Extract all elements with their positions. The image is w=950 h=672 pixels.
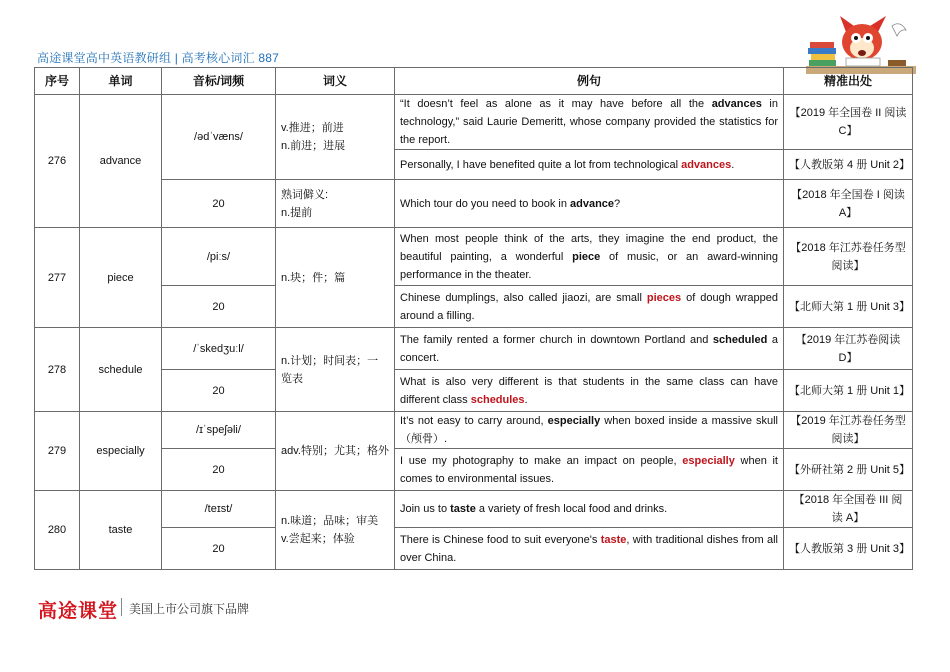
column-header: 单词 [80, 68, 162, 95]
example-sentence: The family rented a former church in downtown Portland and scheduled a concert. [395, 328, 784, 370]
entry-word: advance [80, 95, 162, 228]
example-sentence: Chinese dumplings, also called jiaozi, are small pieces of dough wrapped around a filling. [395, 286, 784, 328]
example-sentence: I use my photography to make an impact on people, especially when it comes to environmental issues. [395, 449, 784, 491]
table-row [35, 449, 913, 491]
source-citation: 【2018 年江苏卷任务型阅读】 [784, 228, 913, 286]
source-citation: 【2018 年全国卷 I 阅读 A】 [784, 180, 913, 228]
entry-phonetic: /piːs/ [162, 228, 276, 286]
keyword: taste [600, 533, 627, 546]
example-sentence: When most people think of the arts, they imagine the end product, the beautiful painting, a wonderful piece of music, or an award-winning performance in the theater. [395, 228, 784, 286]
column-header: 词义 [276, 68, 395, 95]
table-row [35, 228, 913, 286]
example-sentence: Join us to taste a variety of fresh local food and drinks. [395, 491, 784, 528]
table-row [35, 491, 913, 528]
entry-meaning: n.计划；时间表；一览表 [276, 328, 395, 412]
entry-number: 279 [35, 412, 80, 491]
entry-frequency: 20 [162, 286, 276, 328]
source-citation: 【2019 年江苏卷阅读 D】 [784, 328, 913, 370]
brand-logo: 高途课堂 [38, 601, 119, 622]
entry-word: piece [80, 228, 162, 328]
entry-meaning: n.块；件；篇 [276, 228, 395, 328]
brand-slogan: 美国上市公司旗下品牌 [129, 602, 250, 616]
column-header: 音标/词频 [162, 68, 276, 95]
source-citation: 【外研社第 2 册 Unit 5】 [784, 449, 913, 491]
entry-word: especially [80, 412, 162, 491]
example-sentence: What is also very different is that students in the same class can have different class schedules. [395, 370, 784, 412]
table-row [35, 370, 913, 412]
entry-number: 278 [35, 328, 80, 412]
entry-meaning: 熟词僻义: n.提前 [276, 180, 395, 228]
keyword: advance [570, 197, 615, 210]
column-header: 例句 [395, 68, 784, 95]
header-title: 高途课堂高中英语教研组 | 高考核心词汇 887 [37, 51, 279, 65]
keyword: advances [681, 158, 732, 171]
table-row [35, 180, 913, 228]
entry-word: taste [80, 491, 162, 570]
source-citation: 【2018 年全国卷 III 阅读 A】 [784, 491, 913, 528]
entry-frequency: 20 [162, 528, 276, 570]
source-citation: 【人教版第 4 册 Unit 2】 [784, 150, 913, 180]
keyword: especially [547, 415, 601, 427]
source-citation: 【北师大第 1 册 Unit 1】 [784, 370, 913, 412]
source-citation: 【北师大第 1 册 Unit 3】 [784, 286, 913, 328]
entry-meaning: adv.特别；尤其；格外 [276, 412, 395, 491]
entry-number: 277 [35, 228, 80, 328]
vocabulary-table [34, 67, 913, 570]
keyword: schedules [470, 393, 525, 406]
entry-phonetic: /ˈskedʒuːl/ [162, 328, 276, 370]
column-header: 序号 [35, 68, 80, 95]
source-citation: 【人教版第 3 册 Unit 3】 [784, 528, 913, 570]
table-header-row [35, 68, 913, 95]
table-row [35, 286, 913, 328]
example-sentence: It’s not easy to carry around, especially when boxed inside a massive skull（颅骨）. [395, 412, 784, 449]
entry-frequency: 20 [162, 449, 276, 491]
keyword: advances [711, 98, 762, 110]
keyword: taste [450, 503, 476, 515]
example-sentence: “It doesn’t feel as alone as it may have before all the advances in technology,” said Laurie Demeritt, whose company provided the statistics for the report. [395, 95, 784, 150]
entry-number: 280 [35, 491, 80, 570]
entry-phonetic: /teɪst/ [162, 491, 276, 528]
table-row [35, 412, 913, 449]
column-header: 精准出处 [784, 68, 913, 95]
entry-meaning: n.味道；品味；审美 v.尝起来；体验 [276, 491, 395, 570]
source-citation: 【2019 年全国卷 II 阅读 C】 [784, 95, 913, 150]
keyword: piece [572, 250, 601, 263]
keyword: scheduled [712, 333, 768, 346]
keyword: especially [682, 454, 735, 467]
entry-frequency: 20 [162, 370, 276, 412]
example-sentence: There is Chinese food to suit everyone's taste, with traditional dishes from all over China. [395, 528, 784, 570]
table-row [35, 528, 913, 570]
keyword: pieces [646, 291, 682, 304]
example-sentence: Which tour do you need to book in advance? [395, 180, 784, 228]
table-row [35, 95, 913, 150]
example-sentence: Personally, I have benefited quite a lot from technological advances. [395, 150, 784, 180]
table-row [35, 328, 913, 370]
entry-frequency: 20 [162, 180, 276, 228]
footer-divider [121, 598, 122, 616]
entry-phonetic: /ɪˈspeʃəli/ [162, 412, 276, 449]
entry-word: schedule [80, 328, 162, 412]
entry-number: 276 [35, 95, 80, 228]
entry-meaning: v.推进；前进 n.前进；进展 [276, 95, 395, 180]
mascot-reading-icon [806, 12, 916, 74]
source-citation: 【2019 年江苏卷任务型阅读】 [784, 412, 913, 449]
entry-phonetic: /ədˈvæns/ [162, 95, 276, 180]
